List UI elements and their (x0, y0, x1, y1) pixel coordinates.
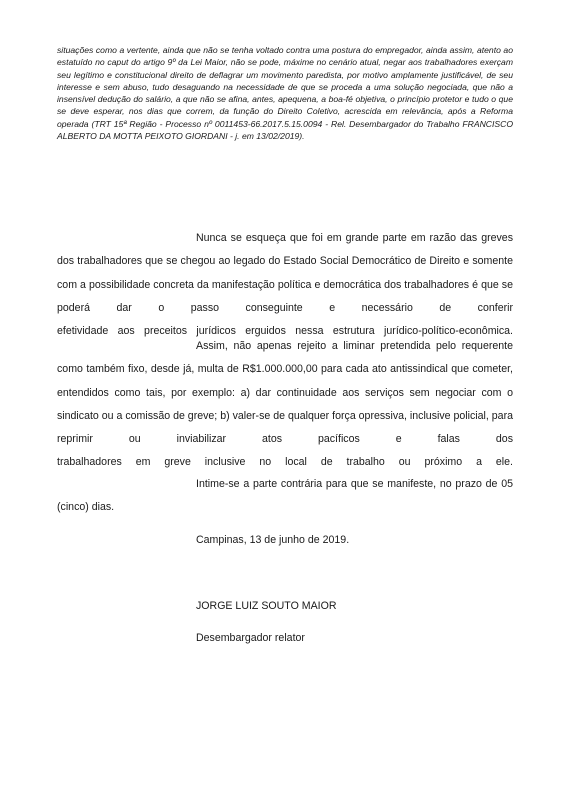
signer-name: JORGE LUIZ SOUTO MAIOR (196, 600, 337, 612)
paragraph-summons: Intime-se a parte contrária para que se manifeste, no prazo de 05 (cinco) dias. (57, 478, 513, 514)
paragraph-1-main: Nunca se esqueça que foi em grande parte em razão das greves dos trabalhadores que se chegou ao legado do Estado Social Democrático de Direito e somente com a possibilidade concreta da manifestação política e democrática dos trabalhadores é que se poderá dar o passo conseguinte e necessário de conferir (57, 232, 513, 314)
date-line: Campinas, 13 de junho de 2019. (196, 534, 350, 546)
quoted-precedent: situações como a vertente, ainda que não se tenha voltado contra uma postura do empregador, ainda assim, atento ao estatuído no caput do artigo 9º da Lei Maior, não se pode, máxime no cenário atual, negar aos trabalhadores exerçam seu legítimo e constitucional direito de deflagrar um movimento paredista, por motivo amplamente justificável, de seu interesse e sem abuso, tudo desaguando na necessidade de que se proceda a uma solução negociada, que não a insensível dedução do salário, a que não se afina, antes, apequena, a boa-fé objetiva, o princípio protetor e tudo o que se deve esperar, nos dias que correm, da função do Direito Coletivo, acrescida em relevância, após a Reforma operada (TRT 15ª Região - Processo nº 0011453-66.2017.5.15.0094 - Rel. Desembargador do Trabalho FRANCISCO ALBERTO DA MOTTA PEIXOTO GIORDANI - j. em 13/02/2019). (57, 45, 513, 142)
paragraph-ruling (57, 335, 513, 475)
paragraph-2-main: Assim, não apenas rejeito a liminar pretendida pelo requerente como também fixo, desde já, multa de R$1.000.000,00 para cada ato antissindical que cometer, entendidos como tais, por exemplo: a) dar continuidade aos serviços sem negociar com o sindicato ou a comissão de greve; b) valer-se de qualquer força opressiva, inclusive policial, para reprimir ou inviabilizar atos pacíficos e falas dos (57, 340, 513, 446)
paragraph-2-end: trabalhadores em greve inclusive no local de trabalho ou próximo a ele. (57, 456, 513, 469)
paragraph-strikes-legacy (57, 227, 513, 343)
paragraph-1-end: efetividade aos preceitos jurídicos erguidos nessa estrutura jurídico-político-econômica. (57, 325, 513, 338)
signer-role: Desembargador relator (196, 632, 305, 644)
